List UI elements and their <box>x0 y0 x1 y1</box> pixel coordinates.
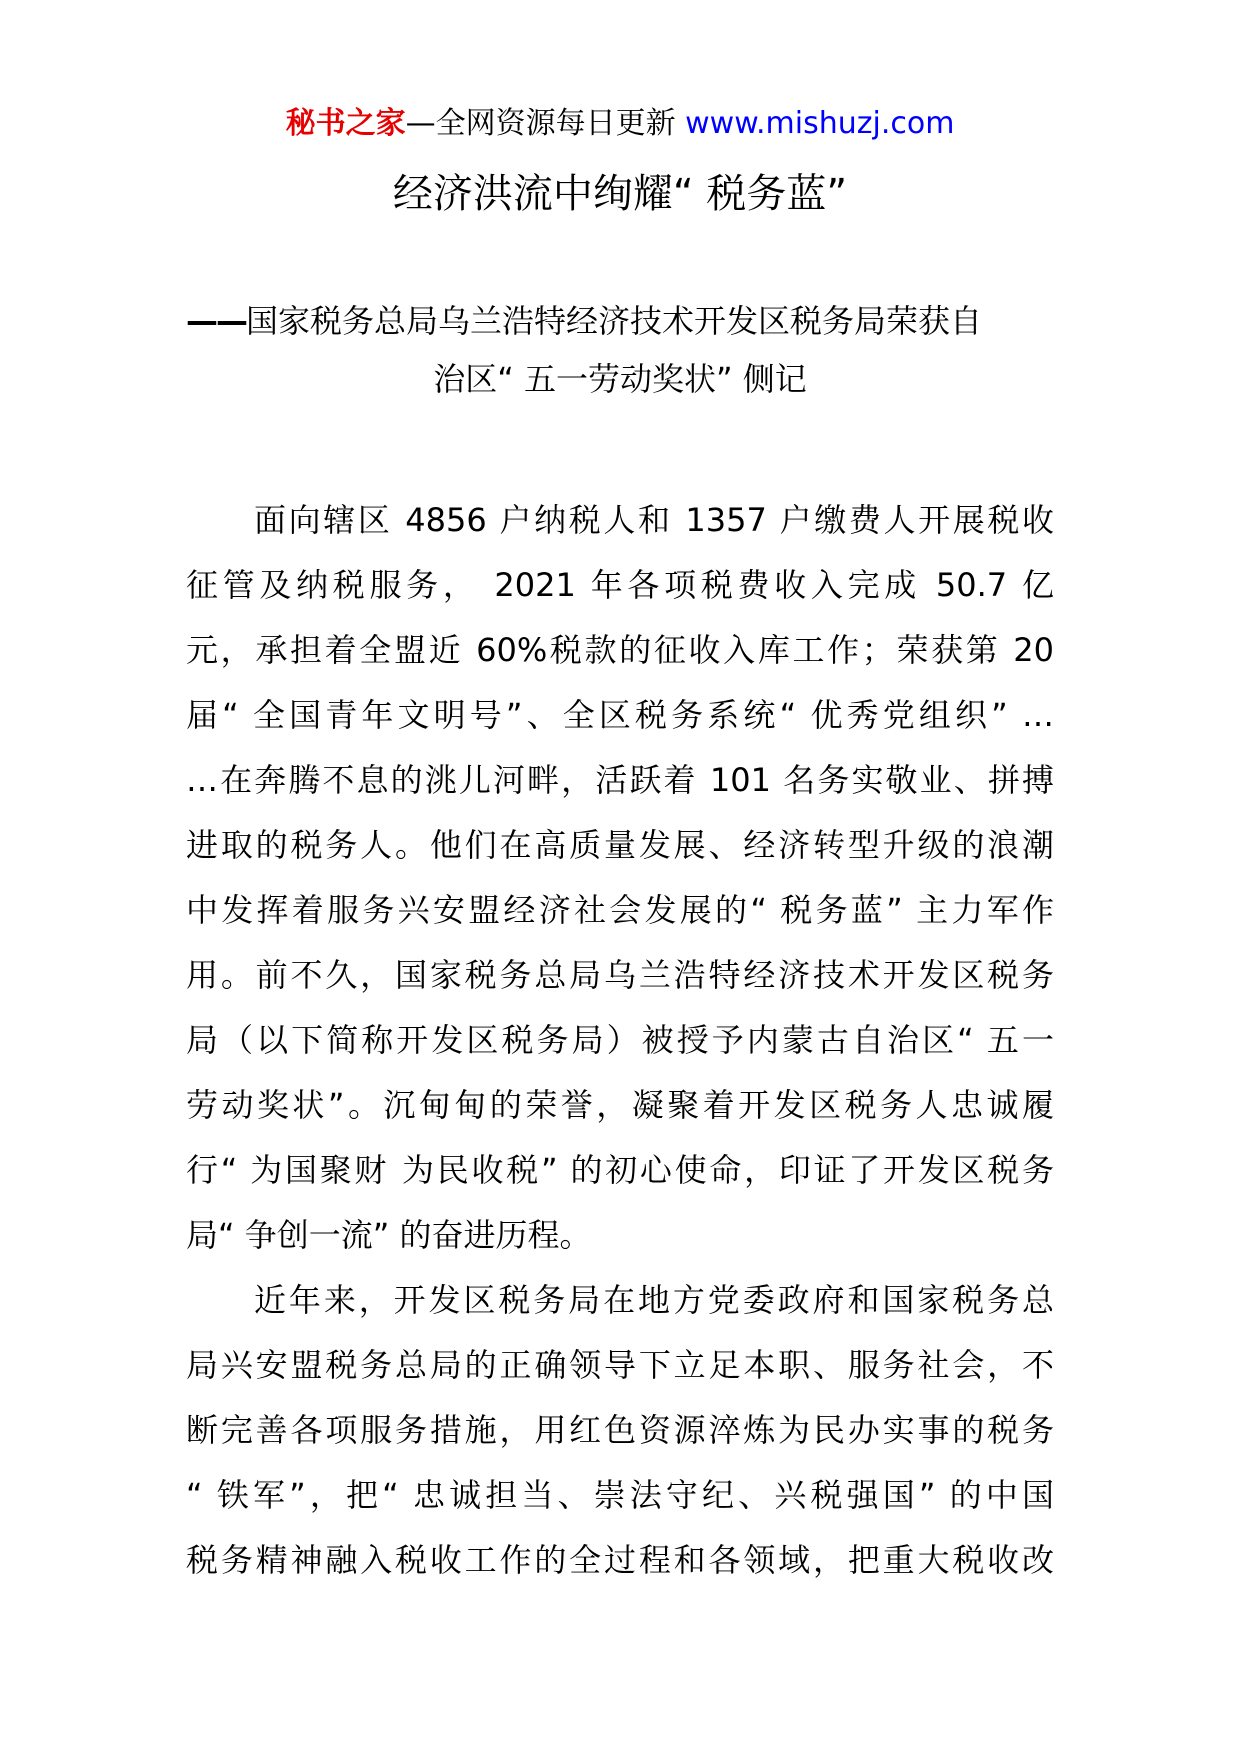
body-line: 进取的税务人。他们在高质量发展、经济转型升级的浪潮 <box>186 826 1054 864</box>
header-slogan: —全网资源每日更新 <box>405 106 676 141</box>
article-subtitle <box>186 292 1054 408</box>
body-line: 征管及纳税服务， 2021 年各项税费收入完成 50.7 亿 <box>186 566 1054 604</box>
body-line: 局“ 争创一流” 的奋进历程。 <box>186 1216 592 1254</box>
subtitle-line-1-text: 国家税务总局乌兰浩特经济技术开发区税务局荣获自 <box>246 302 983 340</box>
watermark-header <box>0 98 1240 150</box>
body-line: 劳动奖状”。沉甸甸的荣誉，凝聚着开发区税务人忠诚履 <box>186 1086 1054 1124</box>
body-line: 局（以下简称开发区税务局）被授予内蒙古自治区“ 五一 <box>186 1021 1054 1059</box>
body-line: 届“ 全国青年文明号”、全区税务系统“ 优秀党组织” … <box>186 696 1054 734</box>
body-line: “ 铁军”，把“ 忠诚担当、崇法守纪、兴税强国” 的中国 <box>186 1476 1054 1514</box>
subtitle-line-1 <box>186 292 1054 350</box>
body-line: 近年来，开发区税务局在地方党委政府和国家税务总 <box>254 1281 1054 1319</box>
body-line: 面向辖区 4856 户纳税人和 1357 户缴费人开展税收 <box>254 501 1054 539</box>
subtitle-line-2: 治区“ 五一劳动奖状” 侧记 <box>433 360 807 398</box>
body-line: 中发挥着服务兴安盟经济社会发展的“ 税务蓝” 主力军作 <box>186 891 1054 929</box>
body-line: 元，承担着全盟近 60%税款的征收入库工作；荣获第 20 <box>186 631 1054 669</box>
article-body <box>186 488 1054 1593</box>
article-title: 经济洪流中绚耀“ 税务蓝” <box>392 171 848 217</box>
header-url-link[interactable]: www.mishuzj.com <box>685 106 955 141</box>
subtitle-dash: —— <box>186 302 246 340</box>
body-line: …在奔腾不息的洮儿河畔，活跃着 101 名务实敬业、拼搏 <box>186 761 1054 799</box>
body-line: 断完善各项服务措施，用红色资源淬炼为民办实事的税务 <box>186 1411 1054 1449</box>
body-line: 行“ 为国聚财 为民收税” 的初心使命，印证了开发区税务 <box>186 1151 1054 1189</box>
body-line: 税务精神融入税收工作的全过程和各领域，把重大税收改 <box>186 1541 1054 1579</box>
body-line: 局兴安盟税务总局的正确领导下立足本职、服务社会，不 <box>186 1346 1054 1384</box>
body-line: 用。前不久，国家税务总局乌兰浩特经济技术开发区税务 <box>186 956 1054 994</box>
brand-name: 秘书之家 <box>285 106 406 141</box>
